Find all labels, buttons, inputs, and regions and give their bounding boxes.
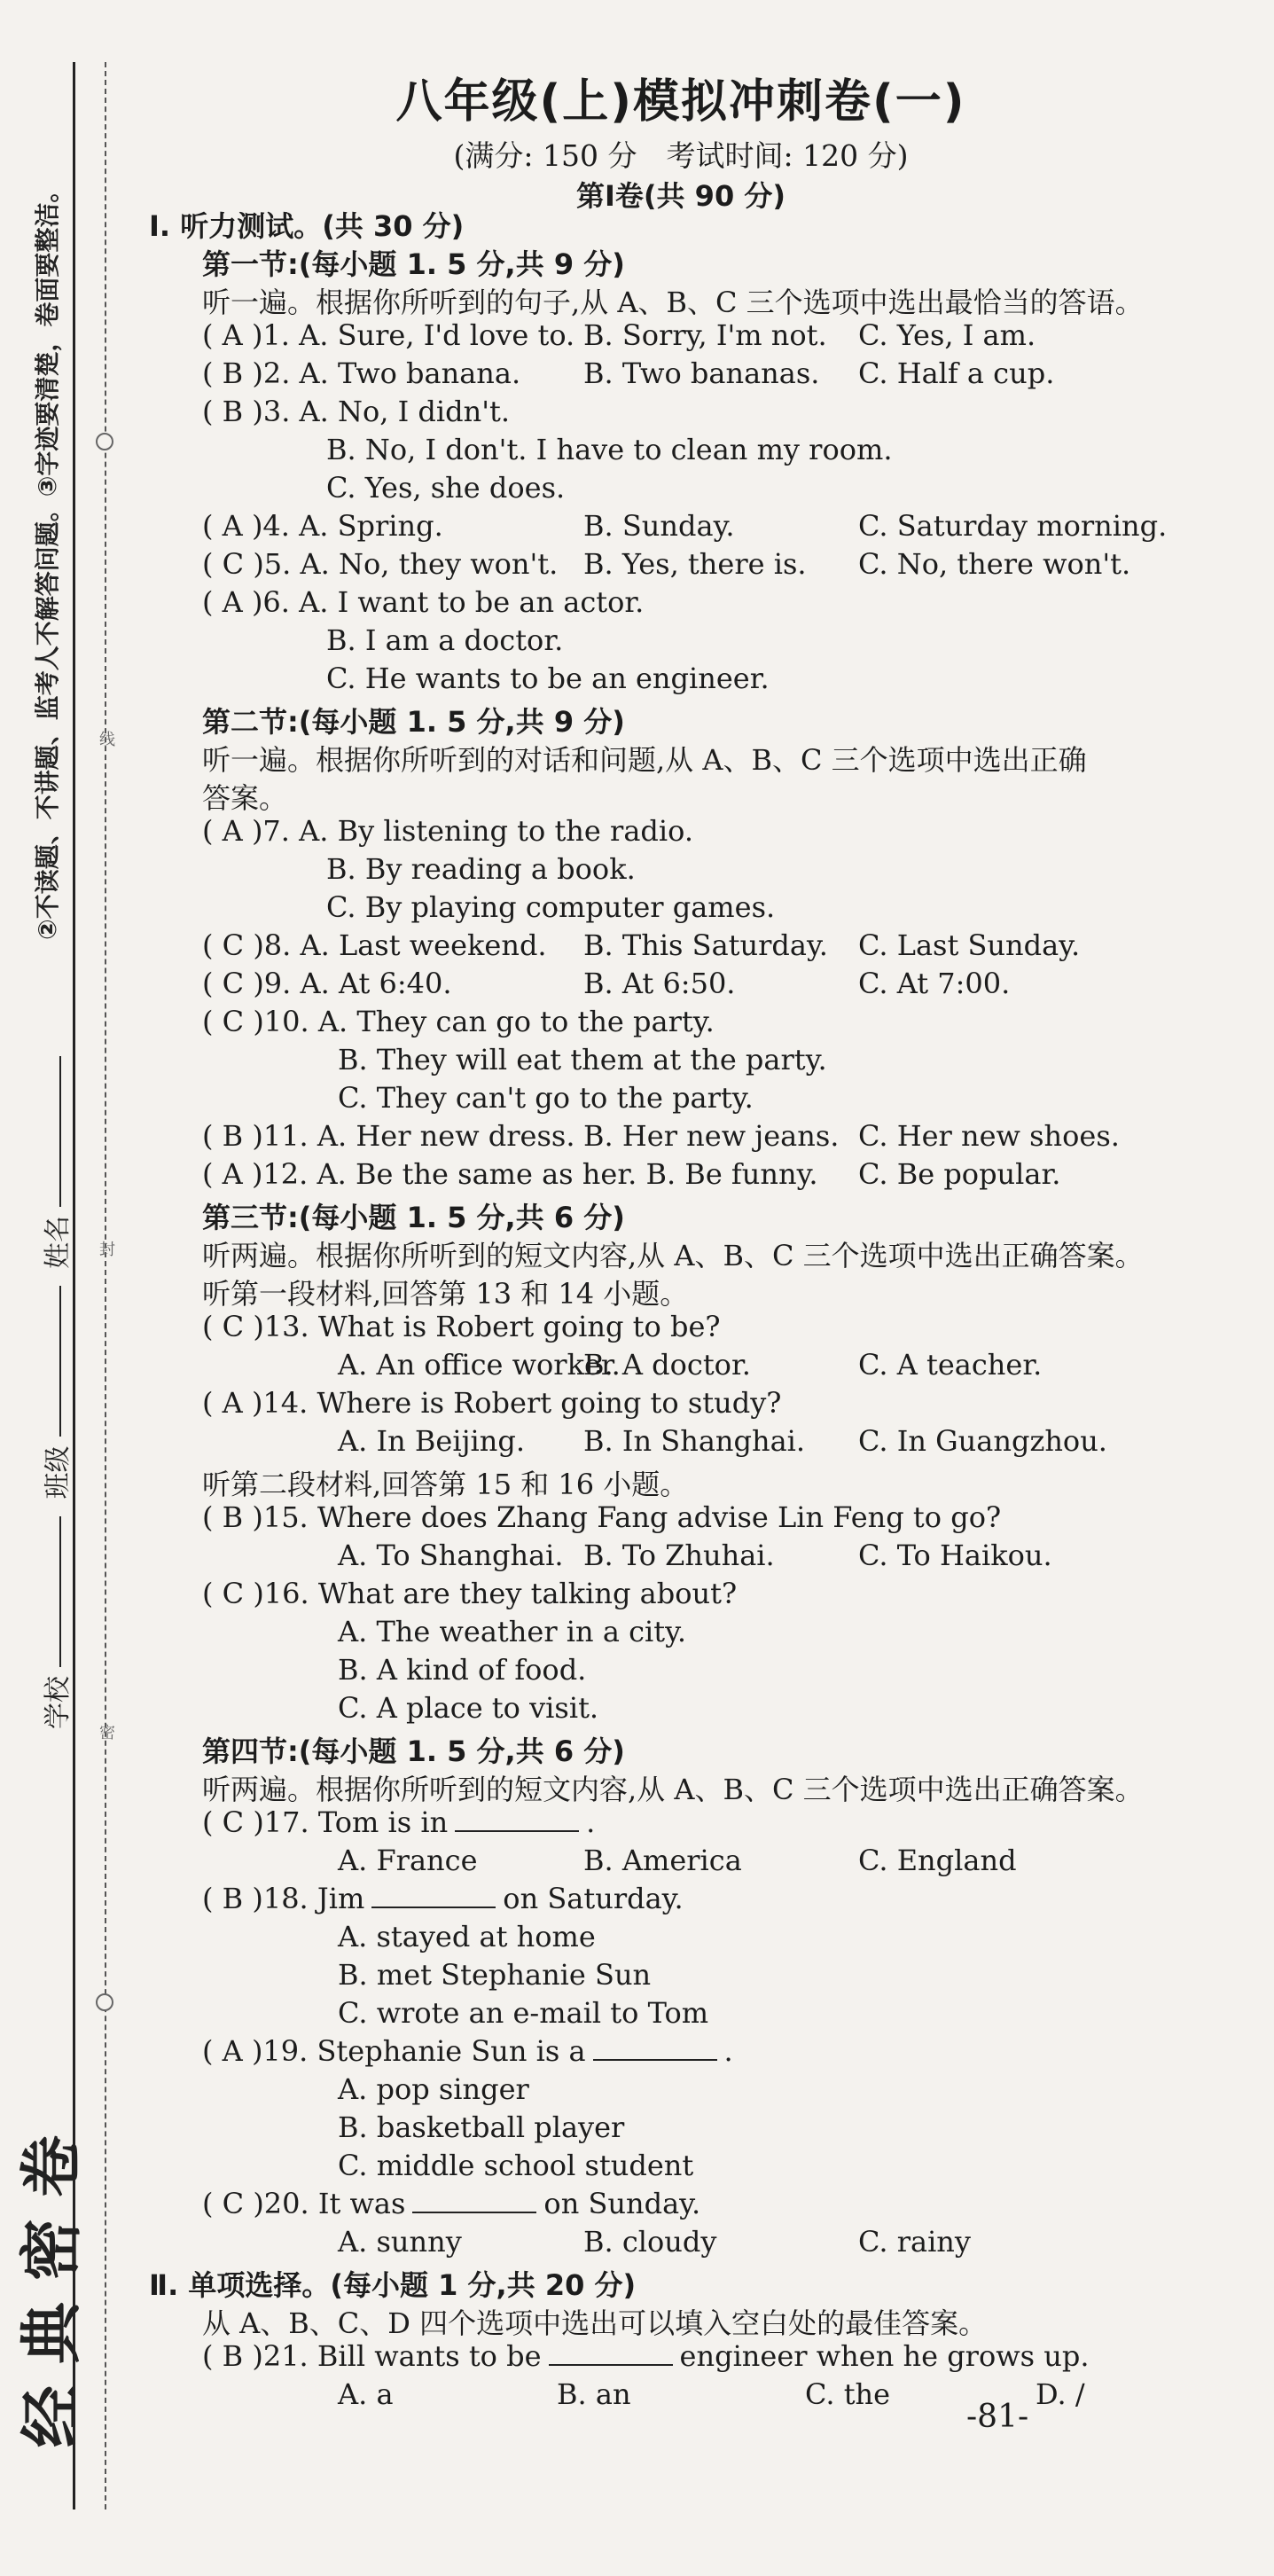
question-line [202,1500,1001,1534]
name-field[interactable] [58,1056,61,1207]
line-text: 第三节:(每小题 1. 5 分,共 6 分) [202,1201,625,1234]
line-text: C. A place to visit. [338,1691,599,1725]
option-c2: B. Her new jeans. [583,1119,840,1153]
question-line [202,2187,700,2220]
line-text-after-blank: on Sunday. [543,2187,701,2220]
line-text-after-blank: engineer when he grows up. [679,2339,1090,2373]
brand-logo: 经典密卷 [14,2114,88,2447]
option-c3: C. Last Sunday. [858,928,1081,962]
line-text: ( B )21. Bill wants to be [202,2339,542,2373]
line-text: B. No, I don't. I have to clean my room. [326,433,893,466]
name-label: 姓名 [43,1215,74,1269]
question-line [202,1233,1144,1274]
binding-hole [96,433,113,450]
exam-content [149,0,1257,2576]
question-line [202,1386,781,1420]
class-label: 班级 [43,1445,74,1499]
question-line [338,1653,586,1687]
question-line [338,1615,686,1648]
question-line [202,2034,733,2068]
question-line [326,662,770,695]
line-text: ( C )20. It was [202,2187,406,2220]
line-text: 听一遍。根据你所听到的对话和问题,从 A、B、C 三个选项中选出正确 [202,743,1087,777]
school-label: 学校 [43,1676,74,1729]
line-text: ( A )6. A. I want to be an actor. [202,585,645,619]
line-text-after-blank: . [723,2034,733,2068]
option-c3: C. England [858,1844,1017,1877]
question-line [202,1157,818,1191]
seal-mark-seal: 封 [99,1241,115,1259]
question-line [338,2377,394,2411]
option-c2: B. Sorry, I'm not. [583,318,827,352]
line-text-after-blank: . [586,1805,596,1839]
option-c3: C. No, there won't. [858,547,1131,581]
binding-margin [0,0,124,2576]
line-text: B. They will eat them at the party. [338,1043,827,1077]
line-text: ( A )19. Stephanie Sun is a [202,2034,586,2068]
option-c3: C. Her new shoes. [858,1119,1120,1153]
option-c2: B. cloudy [583,2225,717,2259]
line-text: ( A )12. A. Be the same as her. B. Be funny. [202,1157,818,1191]
line-text: ( B )18. Jim [202,1882,365,1915]
question-line [202,585,644,619]
line-text-after-blank: on Saturday. [503,1882,684,1915]
question-line [326,471,565,505]
question-line [202,1577,737,1610]
question-line [338,1348,621,1382]
question-line [202,1462,688,1503]
section-heading [202,700,625,740]
section-heading [149,2263,636,2304]
line-text: ( C )16. What are they talking about? [202,1577,738,1610]
line-text: 听第二段材料,回答第 15 和 16 小题。 [202,1468,689,1501]
question-line [202,280,1144,321]
question-line [338,1539,564,1572]
question-line [338,1081,754,1115]
line-text: ( A )7. A. By listening to the radio. [202,814,693,848]
question-line [202,738,1087,779]
option-c3: C. At 7:00. [858,967,1011,1000]
line-text: ( B )2. A. Two banana. [202,356,521,390]
line-text: ( A )1. A. Sure, I'd love to. [202,318,575,352]
question-line [338,1996,708,2030]
question-line [202,1767,1144,1808]
line-text: A. a [338,2377,394,2411]
option-c2: B. At 6:50. [583,967,736,1000]
binding-hole [96,1993,113,2011]
option-c2: B. an [557,2377,631,2411]
question-line [202,318,574,352]
school-field[interactable] [58,1516,61,1667]
answer-blank[interactable] [412,2210,536,2213]
question-line [202,356,520,390]
line-text: Ⅱ. 单项选择。(每小题 1 分,共 20 分) [149,2268,637,2302]
option-c3: C. Half a cup. [858,356,1055,390]
line-text: B. By reading a book. [326,852,636,886]
question-line [338,1844,478,1877]
option-c2: B. Yes, there is. [583,547,807,581]
question-line [338,2072,529,2106]
student-fields [35,1047,74,1729]
option-c2: B. This Saturday. [583,928,828,962]
line-text: 答案。 [202,781,288,815]
section-heading [202,1729,625,1770]
line-text: 第二节:(每小题 1. 5 分,共 9 分) [202,705,625,739]
page-title: 八年级(上)模拟冲刺卷(一) [395,75,966,129]
question-line [338,2225,462,2259]
line-text: ( C )9. A. At 6:40. [202,967,452,1000]
line-text: ( B )15. Where does Zhang Fang advise Lin Feng to go? [202,1500,1002,1534]
question-line [338,1691,598,1725]
option-c2: B. A doctor. [583,1348,751,1382]
line-text: A. In Beijing. [338,1424,525,1458]
option-c2: B. Two bananas. [583,356,820,390]
line-text: 第四节:(每小题 1. 5 分,共 6 分) [202,1734,625,1768]
question-line [338,2149,693,2182]
option-c4: D. / [1036,2377,1085,2411]
exam-notes: ②不读题、不讲题、监考人不解答问题。③字迹要清楚，卷面要整洁。 [33,177,62,940]
question-line [202,2339,1089,2373]
page-number: -81- [966,2399,1029,2435]
question-line [202,509,443,543]
option-c2: B. Sunday. [583,509,735,543]
option-c3: C. Saturday morning. [858,509,1168,543]
line-text: 从 A、B、C、D 四个选项中选出可以填入空白处的最佳答案。 [202,2306,988,2340]
question-line [202,928,547,962]
line-text: ( A )4. A. Spring. [202,509,443,543]
line-text: A. sunny [338,2225,462,2259]
line-text: ( B )3. A. No, I didn't. [202,395,511,428]
line-text: B. met Stephanie Sun [338,1958,652,1992]
question-line [326,623,563,657]
line-text: ( B )11. A. Her new dress. [202,1119,575,1153]
option-c3: C. Yes, I am. [858,318,1036,352]
question-line [202,1882,684,1915]
question-line [202,1310,721,1343]
option-c3: C. Be popular. [858,1157,1061,1191]
line-text: Ⅰ. 听力测试。(共 30 分) [149,209,465,243]
line-text: ( C )17. Tom is in [202,1805,449,1839]
question-line [202,814,693,848]
question-line [202,1005,715,1038]
line-text: A. France [338,1844,478,1877]
line-text: C. Yes, she does. [326,471,566,505]
line-text: 听两遍。根据你所听到的短文内容,从 A、B、C 三个选项中选出正确答案。 [202,1239,1144,1272]
class-field[interactable] [58,1286,61,1437]
question-line [338,1920,596,1954]
option-c3: C. In Guangzhou. [858,1424,1107,1458]
seal-mark-secret: 密 [99,1724,115,1742]
answer-blank[interactable] [455,1828,579,1832]
line-text: ( C )8. A. Last weekend. [202,928,547,962]
option-c2: B. To Zhuhai. [583,1539,775,1572]
exam-info: (满分: 150 分 考试时间: 120 分) [453,138,909,173]
section-heading [202,1195,625,1236]
option-c3: C. rainy [858,2225,971,2259]
question-line [338,1424,525,1458]
question-line [338,1958,651,1992]
answer-blank[interactable] [549,2362,673,2366]
line-text: A. stayed at home [338,1920,596,1954]
question-line [202,1119,575,1153]
line-text: ( C )10. A. They can go to the party. [202,1005,715,1038]
question-line [202,967,452,1000]
line-text: B. basketball player [338,2110,625,2144]
line-text: C. By playing computer games. [326,890,776,924]
option-c2: B. America [583,1844,742,1877]
option-c3: C. the [805,2377,891,2411]
line-text: 第一节:(每小题 1. 5 分,共 9 分) [202,247,625,281]
line-text: C. wrote an e-mail to Tom [338,1996,709,2030]
answer-blank[interactable] [371,1905,496,1908]
answer-blank[interactable] [593,2057,717,2061]
question-line [202,2301,987,2342]
line-text: 听第一段材料,回答第 13 和 14 小题。 [202,1277,689,1311]
line-text: A. The weather in a city. [338,1615,687,1648]
question-line [202,395,510,428]
line-text: B. A kind of food. [338,1653,587,1687]
line-text: C. middle school student [338,2149,694,2182]
question-line [202,776,287,817]
line-text: C. He wants to be an engineer. [326,662,770,695]
question-line [326,890,775,924]
line-text: ( A )14. Where is Robert going to study? [202,1386,782,1420]
question-line [326,433,893,466]
question-line [202,1272,688,1312]
section-heading [202,242,625,283]
question-line [326,852,636,886]
line-text: 听两遍。根据你所听到的短文内容,从 A、B、C 三个选项中选出正确答案。 [202,1773,1144,1806]
section-heading [149,204,464,245]
line-text: C. They can't go to the party. [338,1081,754,1115]
line-text: ( C )5. A. No, they won't. [202,547,559,581]
line-text: A. pop singer [338,2072,529,2106]
seal-mark-line: 线 [99,731,115,749]
question-line [202,1805,595,1839]
option-c3: C. To Haikou. [858,1539,1052,1572]
line-text: A. To Shanghai. [338,1539,564,1572]
option-c3: C. A teacher. [858,1348,1043,1382]
option-c2: B. In Shanghai. [583,1424,806,1458]
line-text: 听一遍。根据你所听到的句子,从 A、B、C 三个选项中选出最恰当的答语。 [202,286,1144,319]
seal-dashed-line [105,62,106,2509]
question-line [338,1043,827,1077]
line-text: ( C )13. What is Robert going to be? [202,1310,721,1343]
question-line [338,2110,624,2144]
line-text: A. An office worker. [338,1348,621,1382]
line-text: B. I am a doctor. [326,623,564,657]
part-heading: 第Ⅰ卷(共 90 分) [576,179,786,213]
question-line [202,547,558,581]
